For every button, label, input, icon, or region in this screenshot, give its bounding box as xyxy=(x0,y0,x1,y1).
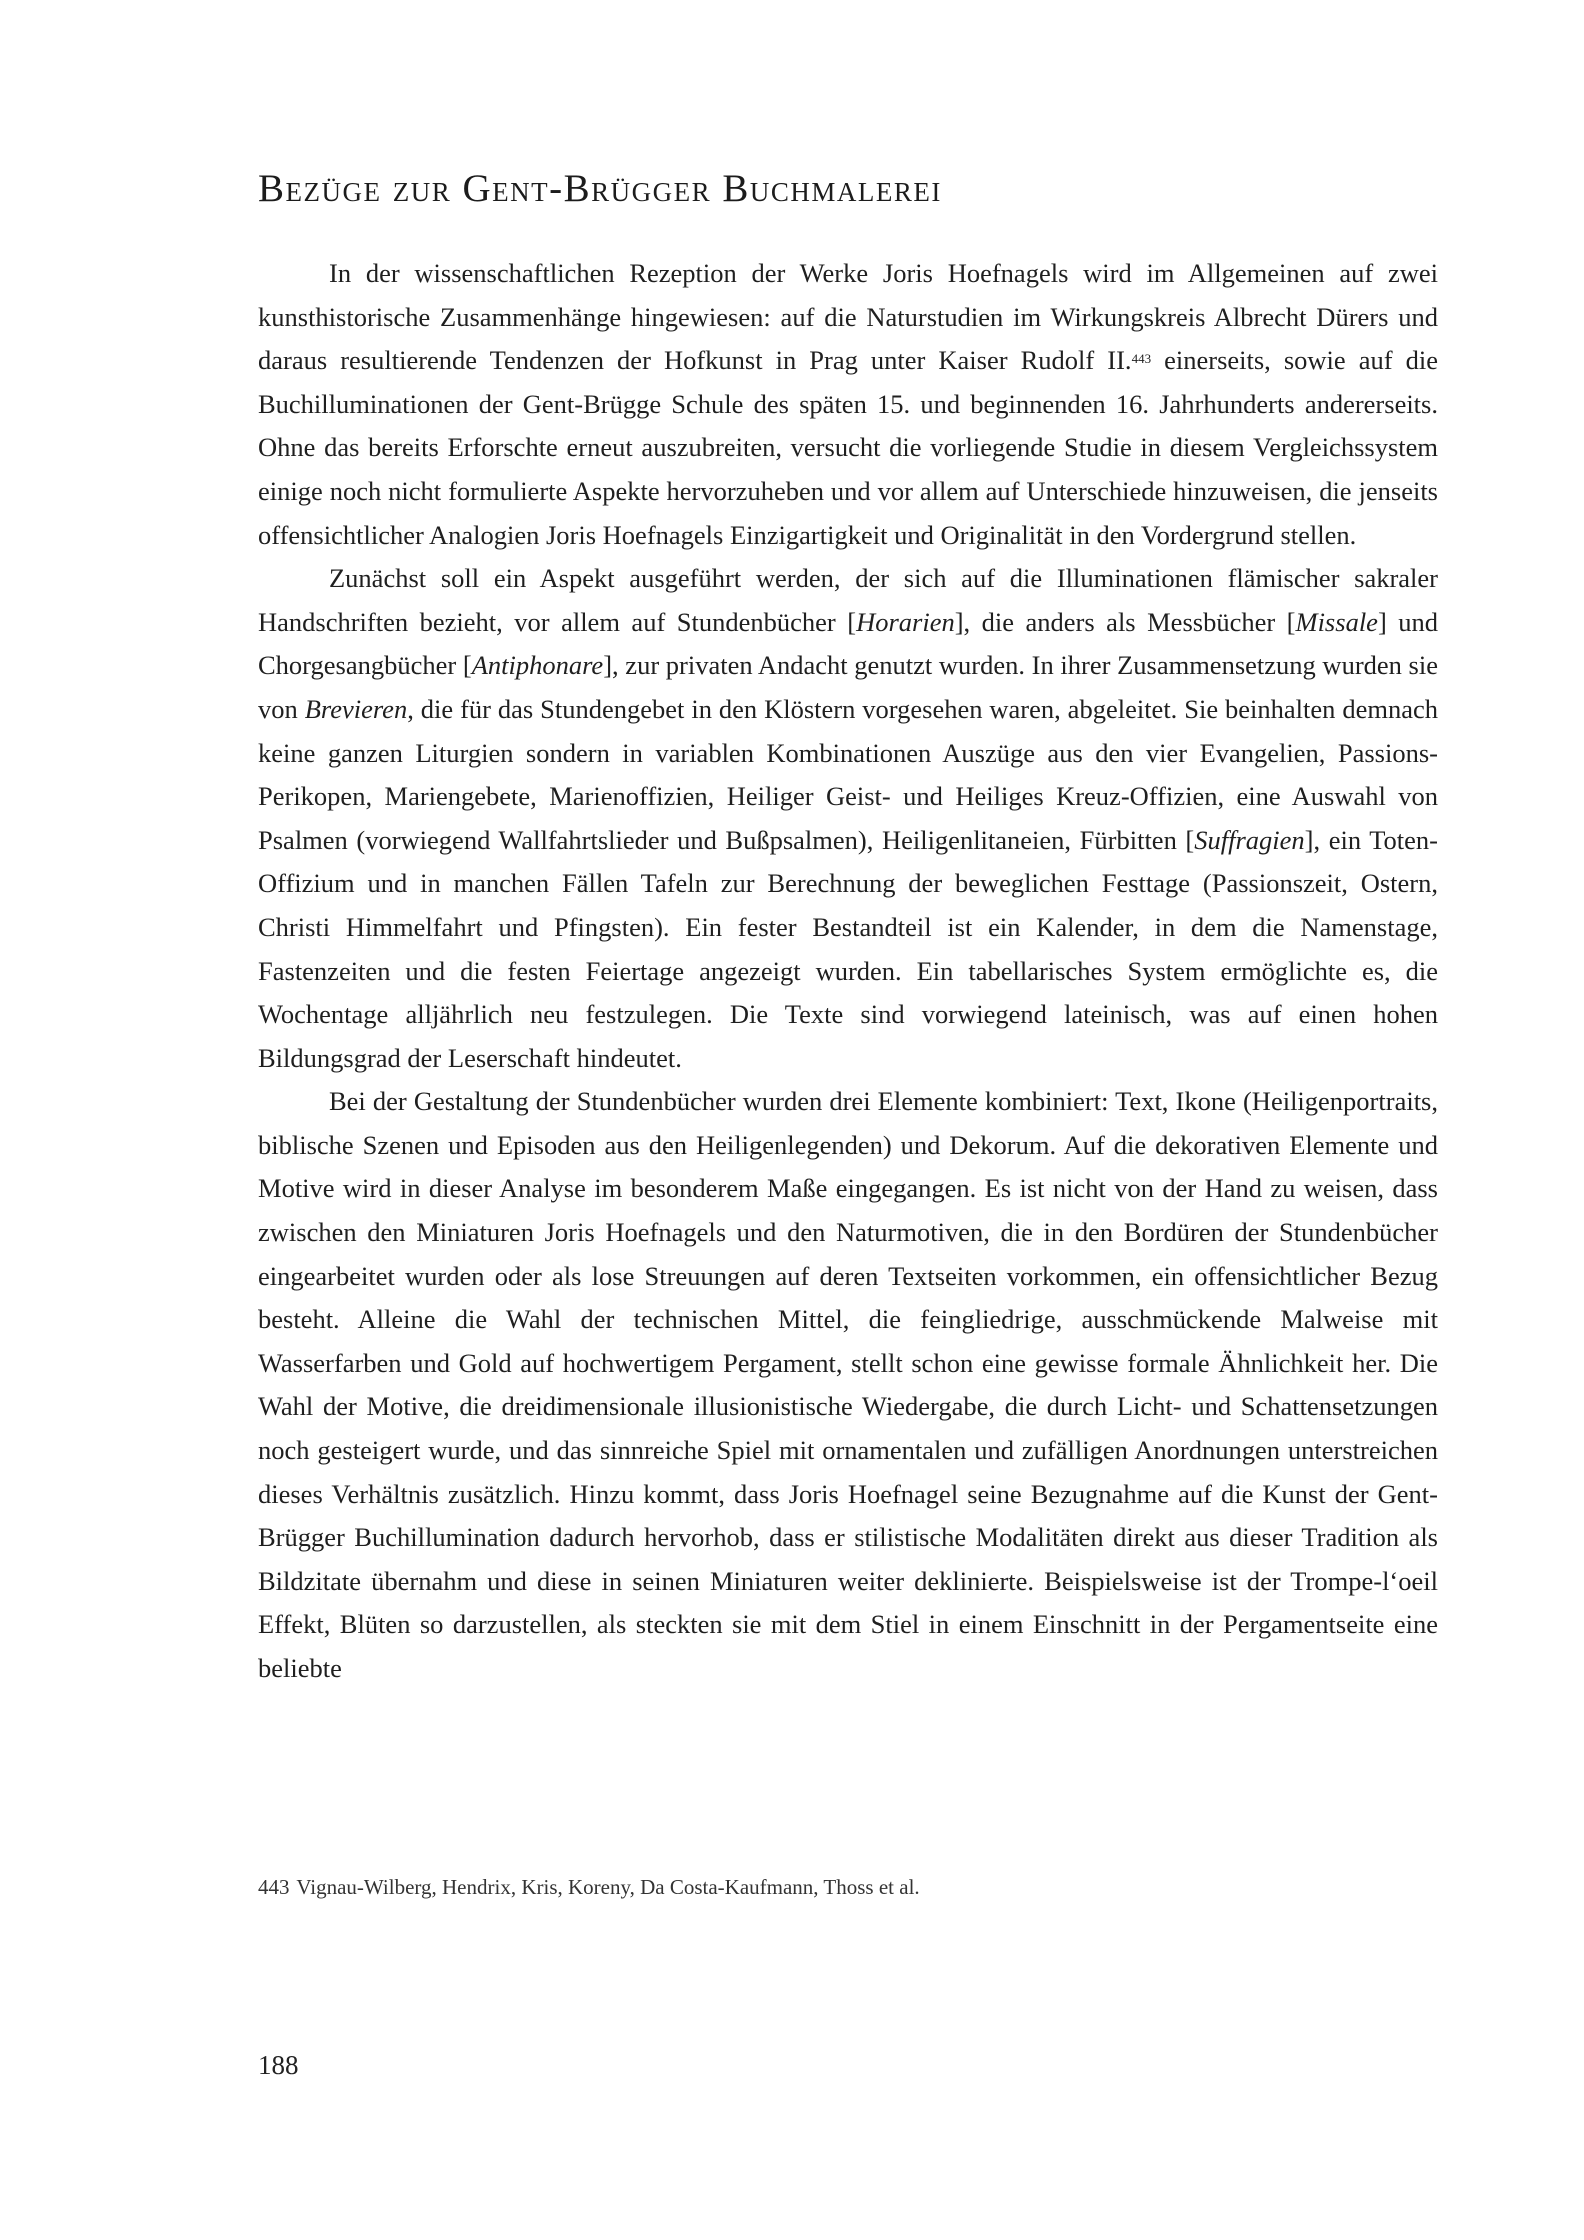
footnote-reference: 443 xyxy=(1131,351,1152,367)
italic-term: Horarien xyxy=(856,606,955,637)
page-number: 188 xyxy=(258,2050,299,2080)
text-run: In der wissenschaftlichen Rezeption der Werke Joris Hoefnagels wird im Allgemeinen auf zwei kunsthistorische Zusammenhänge hingewiesen: auf die Naturstudien im Wirkungskreis Albrecht Dürers und daraus resultierende Tendenzen der Hofkunst in Prag unter Kaiser Rudolf II. xyxy=(258,258,1438,376)
italic-term: Missale xyxy=(1295,606,1378,637)
italic-term: Brevieren xyxy=(304,693,408,724)
text-run: ], zur privaten Andacht genutzt wurden. In ihrer Zusammensetzung wurden sie von xyxy=(258,650,1438,724)
italic-term: Antiphonare xyxy=(471,650,604,681)
paragraph-2 xyxy=(258,557,1438,1080)
text-run: Zunächst soll ein Aspekt ausgeführt werden, der sich auf die Illuminationen flämischer sakraler Handschriften bezieht, vor allem auf Stundenbücher [ xyxy=(258,563,1438,637)
body-text xyxy=(258,252,1438,1691)
text-run: , die für das Stundengebet in den Klöstern vorgesehen waren, abgeleitet. Sie beinhalten demnach keine ganzen Liturgien sondern in variablen Kombinationen Auszüge aus den vier Evangelien, Passions-Perikopen, Mariengebete, Marienoffizien, Heiliger Geist- und Heiliges Kreuz-Offizien, eine Auswahl von Psalmen (vorwiegend Wallfahrtslieder und Bußpsalmen), Heiligenlitaneien, Fürbitten [ xyxy=(258,693,1438,855)
text-run: ], ein Toten-Offizium und in manchen Fällen Tafeln zur Berechnung der beweglichen Festtage (Passionszeit, Ostern, Christi Himmelfahrt und Pfingsten). Ein fester Bestandteil ist ein Kalender, in dem die Namenstage, Fastenzeiten und die festen Feiertage angezeigt wurden. Ein tabellarisches System ermöglichte es, die Wochentage alljährlich neu festzulegen. Die Texte sind vorwiegend lateinisch, was auf einen hohen Bildungsgrad der Leserschaft hindeutet. xyxy=(258,824,1438,1073)
footnote-text: Vignau-Wilberg, Hendrix, Kris, Koreny, Da Costa-Kaufmann, Thoss et al. xyxy=(296,1875,920,1899)
text-run: Bei der Gestaltung der Stundenbücher wurden drei Elemente kombiniert: Text, Ikone (Heiligenportraits, biblische Szenen und Episoden aus den Heiligenlegenden) und Dekorum. Auf die dekorativen Elemente und Motive wird in dieser Analyse im besonderem Maße eingegangen. Es ist nicht von der Hand zu weisen, dass zwischen den Miniaturen Joris Hoefnagels und den Naturmotiven, die in den Bordüren der Stundenbücher eingearbeitet wurden oder als lose Streuungen auf deren Textseiten vorkommen, ein offensichtlicher Bezug besteht. Alleine die Wahl der technischen Mittel, die feingliedrige, ausschmückende Malweise mit Wasserfarben und Gold auf hochwertigem Pergament, stellt schon eine gewisse formale Ähnlichkeit her. Die Wahl der Motive, die dreidimensionale illusionistische Wiedergabe, die durch Licht- und Schattensetzungen noch gesteigert wurde, und das sinnreiche Spiel mit ornamentalen und zufälligen Anordnungen unterstreichen dieses Verhältnis zusätzlich. Hinzu kommt, dass Joris Hoefnagel seine Bezugnahme auf die Kunst der Gent-Brügger Buchillumination dadurch hervorhob, dass er stilistische Modalitäten direkt aus dieser Tradition als Bildzitate übernahm und diese in seinen Miniaturen weiter deklinierte. Beispielsweise ist der Trompe-l‘oeil Effekt, Blüten so darzustellen, als steckten sie mit dem Stiel in einem Einschnitt in der Pergamentseite eine beliebte xyxy=(258,1086,1438,1683)
section-heading: Bezüge zur Gent-Brügger Buchmalerei xyxy=(258,167,942,210)
text-run: einerseits, sowie auf die Buchilluminationen der Gent-Brügge Schule des späten 15. und beginnenden 16. Jahrhunderts andererseits. Ohne das bereits Erforschte erneut auszubreiten, versucht die vorliegende Studie in diesem Vergleichssystem einige noch nicht formulierte Aspekte hervorzuheben und vor allem auf Unterschiede hinzuweisen, die jenseits offensichtlicher Analogien Joris Hoefnagels Einzigartigkeit und Originalität in den Vordergrund stellen. xyxy=(258,345,1438,550)
footnote xyxy=(258,1872,1438,1902)
text-run: ], die anders als Messbücher [ xyxy=(954,606,1296,637)
italic-term: Suffragien xyxy=(1194,824,1305,855)
text-run: ] und Chorgesangbücher [ xyxy=(258,606,1439,681)
paragraph-3 xyxy=(258,1080,1438,1690)
footnote-number: 443 xyxy=(258,1875,290,1899)
paragraph-1 xyxy=(258,252,1438,557)
